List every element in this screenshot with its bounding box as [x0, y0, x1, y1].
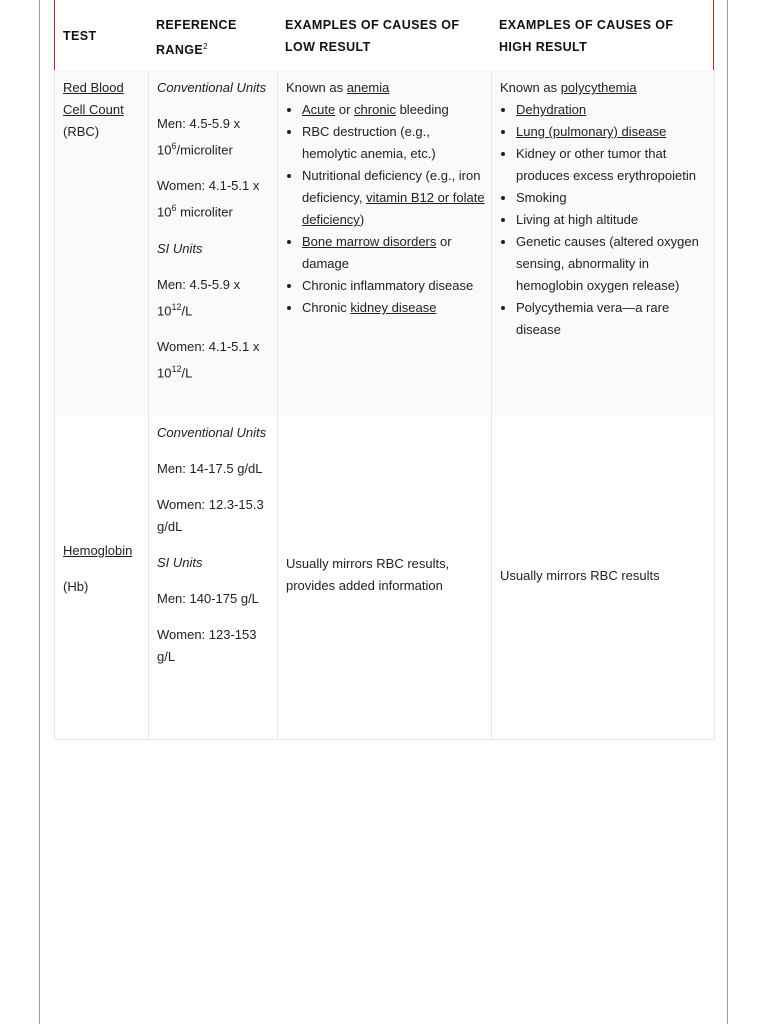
conv-men-range: Men: 14-17.5 g/dL: [157, 461, 263, 476]
list-item: • Kidney or other tumor that produces excess erythropoietin: [516, 143, 700, 187]
hemoglobin-link[interactable]: Hemoglobin: [63, 543, 133, 558]
column-divider: [491, 416, 492, 739]
column-divider: [491, 70, 492, 416]
column-divider: [277, 70, 278, 416]
list-item: • Living at high altitude: [516, 209, 700, 231]
column-divider: [277, 416, 278, 739]
si-units-label: SI Units: [157, 555, 203, 570]
table-header-row: [54, 0, 714, 71]
rbc-link[interactable]: Red Blood Cell Count: [63, 80, 124, 117]
si-women-range: Women: 123-153 g/L: [157, 627, 257, 664]
page-border-left: [39, 0, 40, 1024]
list-item: [516, 121, 700, 143]
reference-range-cell: [157, 422, 267, 668]
si-men-range: Men: 4.5-5.9 x $10^{12}/L$: [157, 276, 241, 318]
table-row: [54, 70, 715, 417]
low-causes-list: [286, 99, 486, 319]
bone-marrow-link[interactable]: Bone marrow disorders: [302, 234, 437, 249]
list-item: • Polycythemia vera—a rare disease: [516, 297, 700, 341]
header-low-result: EXAMPLES OF CAUSES OF LOW RESULT: [285, 18, 460, 54]
column-divider: [148, 416, 149, 739]
reference-range-cell: [157, 77, 273, 384]
header-reference-range: REFERENCE RANGE$^2$: [156, 18, 237, 58]
list-item: • Smoking: [516, 187, 700, 209]
header-test: TEST: [63, 29, 97, 43]
high-causes-list: [500, 99, 700, 341]
vitamin-b12-link[interactable]: vitamin B12 or folate deficiency: [302, 190, 485, 227]
conv-men-range: Men: 4.5-5.9 x $10^6$/microliter: [157, 116, 241, 158]
high-intro: Known as polycythemia: [500, 80, 637, 95]
low-causes-cell: Usually mirrors RBC results, provides added information: [286, 556, 450, 593]
test-abbrev: (Hb): [63, 579, 89, 594]
conv-women-range: Women: 4.1-5.1 x $10^6$ microliter: [157, 178, 260, 220]
list-item: • Nutritional deficiency (e.g., iron deficiency, vitamin B12 or folate deficiency): [302, 165, 486, 231]
high-causes-cell: [500, 77, 700, 341]
list-item: • Genetic causes (altered oxygen sensing, abnormality in hemoglobin oxygen release): [516, 231, 700, 297]
list-item: • Bone marrow disorders or damage: [302, 231, 486, 275]
test-name-cell: [63, 540, 143, 598]
list-item: [516, 99, 700, 121]
list-item: • RBC destruction (e.g., hemolytic anemia, etc.): [302, 121, 486, 165]
dehydration-link[interactable]: Dehydration: [516, 102, 587, 117]
low-causes-cell: [286, 77, 486, 319]
column-divider: [148, 70, 149, 416]
conventional-units-label: Conventional Units: [157, 80, 267, 95]
polycythemia-link[interactable]: polycythemia: [560, 80, 637, 95]
list-item: • Chronic inflammatory disease: [302, 275, 486, 297]
high-causes-cell: Usually mirrors RBC results: [500, 568, 660, 583]
si-units-label: SI Units: [157, 240, 203, 256]
low-intro: Known as anemia: [286, 80, 390, 95]
acute-link[interactable]: Acute: [302, 102, 336, 117]
si-women-range: Women: 4.1-5.1 x $10^{12}/L$: [157, 338, 260, 381]
test-name-cell: [63, 77, 141, 143]
page-border-right: [727, 0, 728, 1024]
header-high-result: EXAMPLES OF CAUSES OF HIGH RESULT: [499, 18, 674, 54]
table-row: [54, 416, 715, 740]
test-abbrev: (RBC): [63, 124, 100, 139]
lung-disease-link[interactable]: Lung (pulmonary) disease: [516, 124, 667, 139]
list-item: • Chronic kidney disease: [302, 297, 486, 319]
kidney-disease-link[interactable]: kidney disease: [350, 300, 437, 315]
anemia-link[interactable]: anemia: [346, 80, 390, 95]
si-men-range: Men: 140-175 g/L: [157, 591, 259, 606]
list-item: • Acute or chronic bleeding: [302, 99, 486, 121]
conv-women-range: Women: 12.3-15.3 g/dL: [157, 497, 264, 534]
chronic-link[interactable]: chronic: [354, 102, 396, 117]
conventional-units-label: Conventional Units: [157, 425, 267, 440]
